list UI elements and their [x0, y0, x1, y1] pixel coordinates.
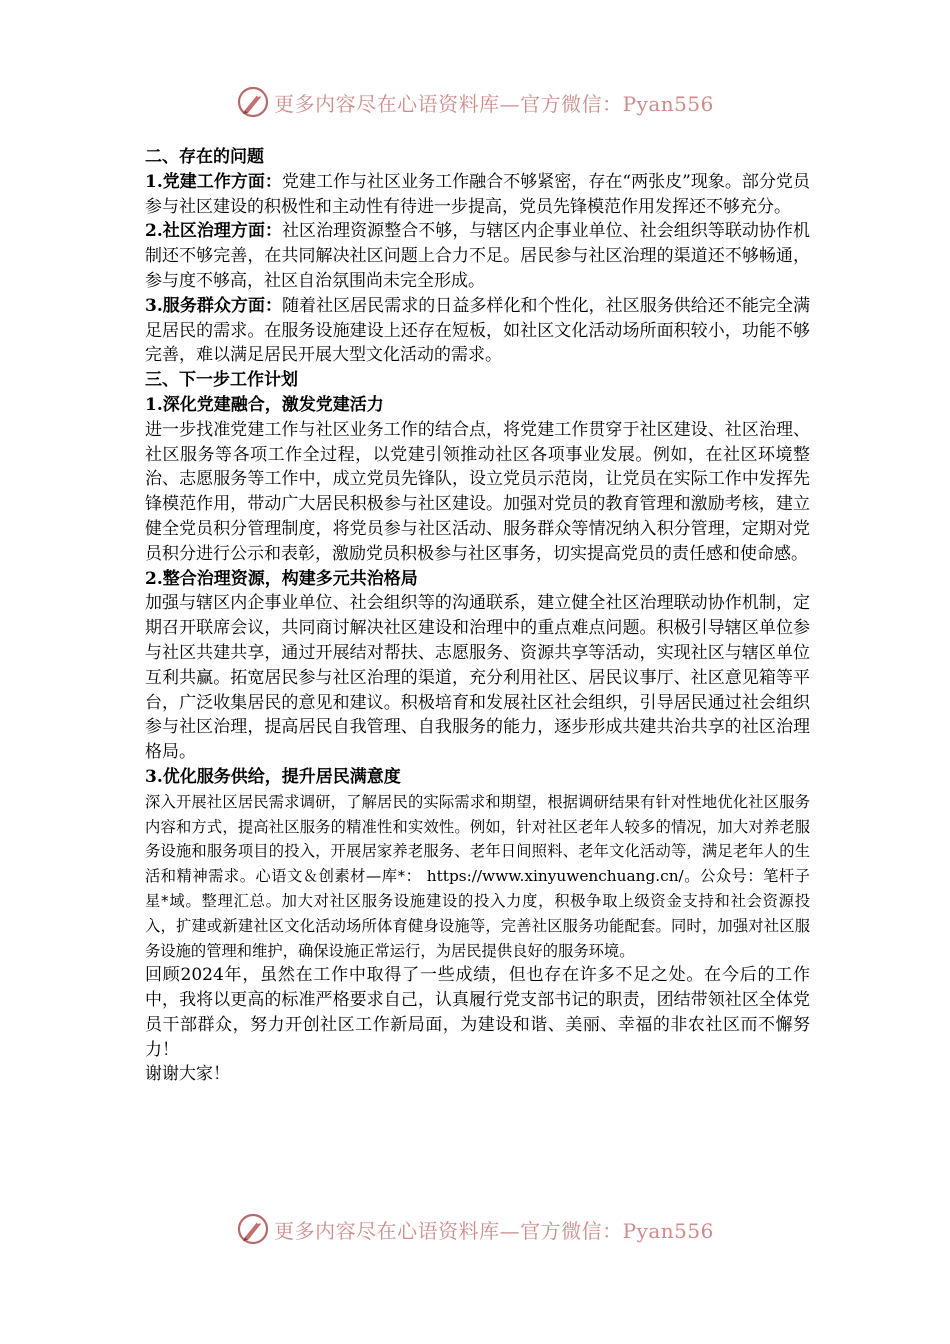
subsection-text-3	[145, 790, 810, 964]
thanks-line: 谢谢大家！	[145, 1064, 230, 1085]
closing-paragraph: 回顾2024年，虽然在工作中取得了一些成绩，但也存在许多不足之处。在今后的工作中，我将以更高的标准严格要求自己，认真履行党支部书记的职责，团结带领社区全体党员干部群众，努力开创社区工作新局面，为建设和谐、美丽、幸福的非农社区而不懈努力！	[145, 965, 810, 1060]
subsection-title-2: 2.整合治理资源，构建多元共治格局	[145, 568, 418, 589]
section-heading-next-steps: 三、下一步工作计划	[145, 370, 298, 391]
paragraph-party-building	[145, 170, 810, 220]
paragraph-text: 党建工作与社区业务工作融合不够紧密，存在“两张皮”现象。部分党员参与社区建设的积极性和主动性有待进一步提高，党员先锋模范作用发挥还不够充分。	[145, 171, 811, 217]
pen-nib-logo-icon	[236, 85, 270, 119]
subsection-title-3: 3.优化服务供给，提升居民满意度	[145, 766, 401, 787]
header-banner	[0, 80, 950, 124]
paragraph-text: 社区治理资源整合不够，与辖区内企事业单位、社会组织等联动协作机制还不够完善，在共同解决社区问题上合力不足。居民参与社区治理的渠道还不够畅通，参与度不够高，社区自治氛围尚未完全形成。	[145, 221, 811, 291]
banner-text: 更多内容尽在心语资料库—官方微信：Pyan556	[274, 91, 714, 116]
document-body	[145, 145, 810, 1087]
section-heading-problems: 二、存在的问题	[145, 147, 264, 167]
footer-banner	[0, 1207, 950, 1251]
paragraph-lead: 1.党建工作方面：	[145, 171, 282, 192]
website-url: https://www.xinyuwenchuang.cn/	[426, 867, 684, 886]
subsection-title-1: 1.深化党建融合，激发党建活力	[145, 394, 384, 415]
paragraph-community-governance	[145, 219, 810, 293]
banner-text: 更多内容尽在心语资料库—官方微信：Pyan556	[274, 1218, 714, 1243]
subsection-text-1: 进一步找准党建工作与社区业务工作的结合点，将党建工作贯穿于社区建设、社区治理、社区服务等各项工作全过程，以党建引领推动社区各项事业发展。例如，在社区环境整治、志愿服务等工作中，成立党员先锋队，设立党员示范岗，让党员在实际工作中发挥先锋模范作用，带动广大居民积极参与社区建设。加强对党员的教育管理和激励考核，建立健全党员积分管理制度，将党员参与社区活动、服务群众等情况纳入积分管理，定期对党员积分进行公示和表彰，激励党员积极参与社区事务，切实提高党员的责任感和使命感。	[145, 419, 810, 564]
paragraph-text: 随着社区居民需求的日益多样化和个性化，社区服务供给还不能完全满足居民的需求。在服务设施建设上还存在短板，如社区文化活动场所面积较小，功能不够完善，难以满足居民开展大型文化活动的需求。	[145, 295, 811, 366]
paragraph-lead: 2.社区治理方面：	[145, 221, 283, 242]
subsection-text-2: 加强与辖区内企事业单位、社会组织等的沟通联系，建立健全社区治理联动协作机制，定期召开联席会议，共同商讨解决社区建设和治理中的重点难点问题。积极引导辖区单位参与社区共建共享，通过开展结对帮扶、志愿服务、资源共享等活动，实现社区与辖区单位互利共赢。拓宽居民参与社区治理的渠道，充分利用社区、居民议事厅、社区意见箱等平台，广泛收集居民的意见和建议。积极培育和发展社区社会组织，引导居民通过社会组织参与社区治理，提高居民自我管理、自我服务的能力，逐步形成共建共治共享的社区治理格局。	[145, 593, 810, 763]
paragraph-serving-residents	[145, 294, 810, 368]
pen-nib-logo-icon	[236, 1212, 270, 1246]
subsection-text-3a: 深入开展社区居民需求调研，了解居民的实际需求和期望，根据调研结果有针对性地优化社区服务内容和方式，提高社区服务的精准性和实效性。例如，针对社区老年人较多的情况，加大对养老服务设施和服务项目的投入，开展居家养老服务、老年日间照料、老年文化活动等，满足老年人的生活和精神需求。心语文＆创素材—库*：	[145, 792, 810, 886]
subsection-text-3b: 。公众号：笔杆子星*域。整理汇总。加大对社区服务设施建设的投入力度，积极争取上级资金支持和社会资源投入，扩建或新建社区文化活动场所体育健身设施等，完善社区服务功能配套。同时，加强对社区服务设施的管理和维护，确保设施正常运行，为居民提供良好的服务环境。	[145, 867, 810, 960]
paragraph-lead: 3.服务群众方面：	[145, 295, 283, 316]
